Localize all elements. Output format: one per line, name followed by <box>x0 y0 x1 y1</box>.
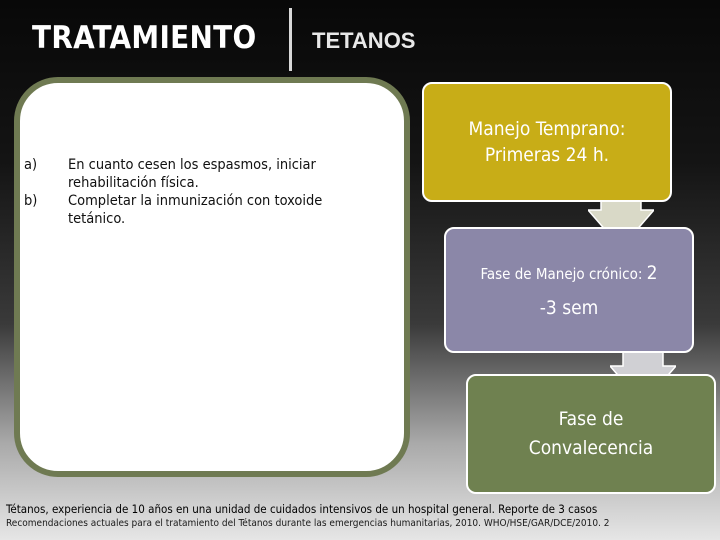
step-line: Fase de <box>558 408 624 430</box>
reference-2: Recomendaciones actuales para el tratamiento del Tétanos durante las emergencias humanitarias, 2010. WHO/HSE/GAR/DCE/2010. 2 <box>6 518 610 529</box>
treatment-panel <box>14 77 410 477</box>
list-item <box>24 156 354 192</box>
slide-title: TRATAMIENTO <box>32 20 257 56</box>
chronic-management-box <box>444 227 694 353</box>
list-item-text: Completar la inmunización con toxoide tetánico. <box>68 193 323 227</box>
step-line: -3 sem <box>539 296 599 319</box>
list-item <box>24 192 354 228</box>
early-management-box <box>422 82 672 202</box>
list-marker: b) <box>24 193 38 209</box>
title-divider <box>289 8 292 71</box>
convalescence-box <box>466 374 716 494</box>
step-line: Convalecencia <box>528 437 654 459</box>
step-line-tail: 2 <box>646 261 658 284</box>
step-line: Primeras 24 h. <box>484 144 610 166</box>
reference-1: Tétanos, experiencia de 10 años en una unidad de cuidados intensivos de un hospital general. Reporte de 3 casos <box>6 502 598 516</box>
treatment-list <box>24 156 354 228</box>
list-marker: a) <box>24 157 38 173</box>
list-item-text: En cuanto cesen los espasmos, iniciar rehabilitación física. <box>68 157 316 191</box>
step-line: Manejo Temprano: <box>468 118 626 140</box>
slide-subtitle: TETANOS <box>312 28 416 53</box>
step-line: Fase de Manejo crónico: <box>480 264 643 283</box>
